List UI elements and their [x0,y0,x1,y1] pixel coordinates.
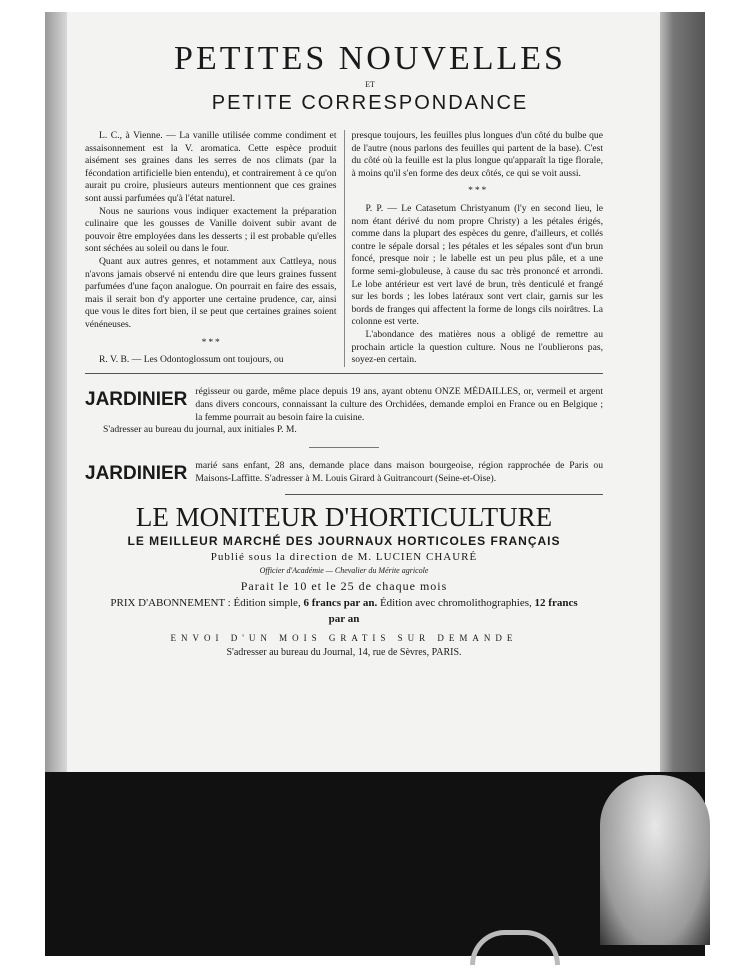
finger [600,775,710,945]
honors: Officier d'Académie — Chevalier du Mérite agricole [259,566,429,576]
ad-text: marié sans enfant, 28 ans, demande place dans maison bourgeoise, région rapprochée de Paris ou Maisons-Laffitte. S'adresser à M. Louis Girard à Guitrancourt (Seine-et-Oise). [195,460,603,485]
divider [309,447,379,448]
ad-contact: S'adresser au bureau du journal, aux initiales P. M. [103,424,297,436]
paragraph: L'abondance des matières nous a obligé de remettre au prochain article la question culture. Nous ne l'oublierons pas, soyez-en certain. [351,328,603,366]
paragraph: L. C., à Vienne. — La vanille utilisée comme condiment et assaisonnement est la V. aromatica. Cette espèce produit aisément ses graines dans les serres de nos climats (par la fécondation artificielle bien entendu), et contrairement à ce qu'on aurait pu croire, plusieurs auteurs mentionnent que ces graines sont aussi parfumées qu'à l'état naturel. [85,130,337,204]
ad-2 [85,460,603,486]
page-edges [660,12,705,772]
moniteur-title: LE MONITEUR D'HORTICULTURE [135,502,553,533]
title-conjunction: ET [365,80,375,89]
price-label: PRIX D'ABONNEMENT : [110,597,231,610]
page-body [85,130,603,660]
ad-heading: JARDINIER [85,463,188,485]
price-simple: 6 francs par an. [303,597,378,610]
separator: * * * [201,336,220,348]
price-simple-text: Édition simple, [233,597,301,610]
paragraph: R. V. B. — Les Odontoglossum ont toujours, ou [99,354,284,366]
separator: * * * [468,185,487,197]
ad-1 [85,386,603,425]
paragraph: Nous ne saurions vous indiquer exactement la préparation culinaire que les gousses de Vanille doivent subir avant de pouvoir être employées dans les desserts ; il est probable qu'elles sont séchées au soleil ou dans le four. [85,205,337,255]
paragraph: presque toujours, les feuilles plus longues d'un côté du bulbe que de l'autre (nous parlons des feuilles qui partent de la base). C'est du côté où la feuille est la plus longue qu'apparaît la tige florale, à moins qu'il s'en forme des deux côtés, ce qui se voit aussi. [351,130,603,179]
book-binding-edge [45,12,67,772]
divider [85,373,603,374]
offer: ENVOI D'UN MOIS GRATIS SUR DEMANDE [170,633,518,644]
direction: Publié sous la direction de M. LUCIEN CHAURÉ [210,551,478,564]
paragraph: Quant aux autres genres, et notamment aux Cattleya, nous n'avons jamais observé ni entendu dire que leurs graines fussent parfumées d'une façon analogue. On pourrait en faire des essais, mais il serait bon d'y apporter une certaine prudence, car, ainsi que vous le dites fort bien, il se peut que certaines graines soient vénéneuses. [85,255,337,330]
moniteur-tagline: LE MEILLEUR MARCHÉ DES JOURNAUX HORTICOLES FRANÇAIS [127,534,561,549]
right-column [344,130,604,367]
page-title: PETITES NOUVELLES [174,40,566,77]
ad-heading: JARDINIER [85,388,188,410]
price-chromo-text: Édition avec chromolithographies, [379,597,532,610]
columns [85,130,603,367]
address: S'adresser au bureau du Journal, 14, rue de Sèvres, PARIS. [226,647,462,659]
left-column [85,130,344,367]
price [85,595,603,627]
ad-text: régisseur ou garde, même place depuis 19 ans, ayant obtenu ONZE MÉDAILLES, or, vermeil et argent dans divers concours, connaissant la culture des Orchidées, demande emploi en France ou en Belgique ; la femme pourrait au besoin faire la cuisine. [195,385,603,423]
divider [285,494,603,495]
page-subtitle: PETITE CORRESPONDANCE [211,92,529,114]
price-chromo: 12 francs par an [328,597,578,626]
frequency: Parait le 10 et le 25 de chaque mois [240,579,448,594]
paragraph: P. P. — Le Catasetum Christyanum (l'y en second lieu, le nom étant dérivé du nom propre Christy) a les pétales érigés, comme dans la plupart des espèces du genre, d'ailleurs, et collés contre le sépale dorsal ; les pétales et les sépales sont d'un brun foncé, presque noir ; le labelle est un peu plus pâle, et a une forme semi-globuleuse, à cause du sac très prononcé et arrondi. Le lobe antérieur est vert lavé de brun, très denticulé et frangé sur les bords ; les lobes latéraux sont vert clair, garnis sur les bords de franges qui affectent la forme de longs cils noirâtres. La colonne est verte. [351,202,603,328]
